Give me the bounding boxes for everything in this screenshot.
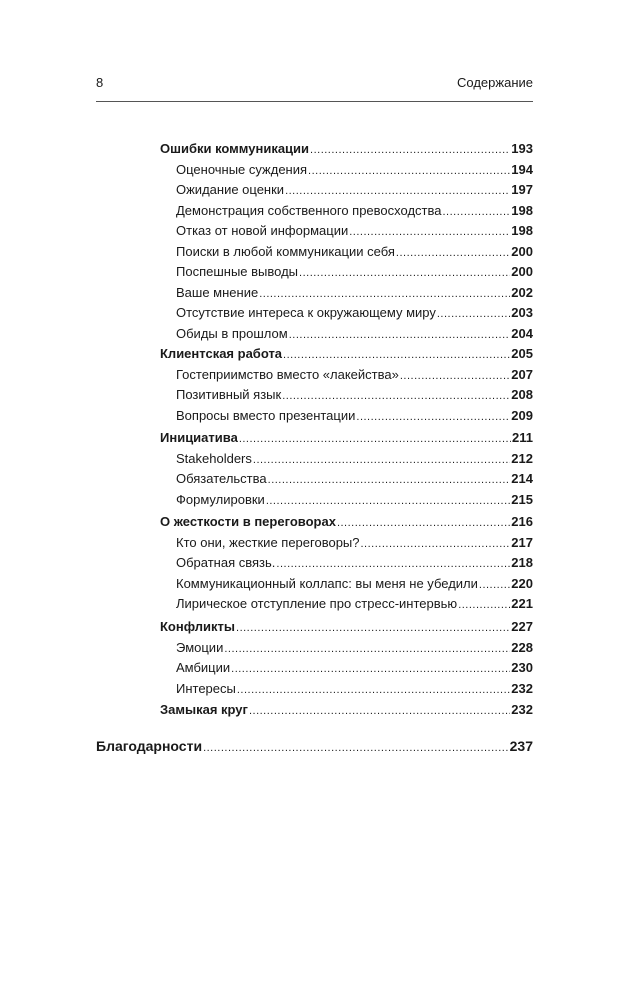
toc-title: О жесткости в переговорах	[160, 514, 336, 529]
toc-leader-dots	[237, 680, 510, 700]
toc-leader-dots	[249, 701, 510, 721]
toc-title: Позитивный язык	[176, 387, 282, 402]
toc-leader-dots	[282, 386, 510, 406]
toc-title: Амбиции	[176, 660, 231, 675]
toc-leader-dots	[299, 263, 510, 283]
toc-title: Ваше мнение	[176, 284, 259, 300]
toc-leader-dots	[356, 407, 510, 427]
toc-page-number: 212	[511, 450, 533, 466]
toc-page-number: 207	[511, 366, 533, 382]
toc-page-number: 214	[511, 471, 533, 486]
toc-subentry	[176, 490, 533, 510]
toc-title: Конфликты	[160, 619, 236, 634]
toc-subentry	[176, 303, 533, 323]
toc-page-number: 237	[509, 738, 533, 754]
toc-leader-dots	[253, 450, 510, 470]
toc-title: Оценочные суждения	[176, 161, 308, 177]
toc-subentry	[176, 283, 533, 303]
toc-page-number: 205	[511, 346, 533, 361]
toc-title: Формулировки	[176, 491, 265, 507]
toc-page-number: 203	[511, 305, 533, 320]
toc-subentry	[176, 201, 533, 221]
toc-page-number: 218	[511, 555, 533, 570]
toc-leader-dots	[266, 491, 510, 511]
toc-subentry	[176, 385, 533, 405]
toc-page-number: 220	[511, 575, 533, 591]
toc-title: Инициатива	[160, 430, 238, 445]
toc-leader-dots	[308, 161, 510, 181]
toc-page-number: 230	[511, 660, 533, 675]
toc-leader-dots	[337, 513, 510, 533]
toc-title: Интересы	[176, 680, 236, 696]
toc-title: Замыкая круг	[160, 702, 248, 717]
toc-leader-dots	[203, 738, 509, 758]
toc-leader-dots	[479, 575, 510, 595]
toc-page-number: 200	[511, 243, 533, 259]
toc-chapter-entry	[160, 617, 533, 637]
toc-title: Отсутствие интереса к окружающему миру	[176, 305, 436, 320]
toc-chapter-entry	[160, 700, 533, 720]
toc-chapter-entry	[160, 512, 533, 532]
toc-title: Ошибки коммуникации	[160, 141, 310, 156]
toc-subentry	[176, 658, 533, 678]
toc-leader-dots	[349, 222, 510, 242]
toc-title: Благодарности	[96, 738, 203, 754]
toc-title: Отказ от новой информации	[176, 223, 349, 238]
toc-leader-dots	[310, 140, 510, 160]
toc-leader-dots	[442, 202, 510, 222]
toc-page-number: 198	[511, 202, 533, 218]
toc-title: Ожидание оценки	[176, 182, 285, 197]
toc-subentry	[176, 160, 533, 180]
toc-page-number: 193	[511, 141, 533, 156]
toc-subentry	[176, 449, 533, 469]
toc-page-number: 208	[511, 387, 533, 402]
toc-subentry	[176, 180, 533, 200]
toc-title: Кто они, жесткие переговоры?	[176, 534, 360, 550]
toc-page-number: 216	[511, 514, 533, 529]
toc-page-number: 221	[511, 596, 533, 611]
toc-top-entry	[96, 736, 533, 756]
toc-subentry	[176, 262, 533, 282]
toc-chapter-entry	[160, 428, 533, 448]
toc-subentry	[176, 221, 533, 241]
toc-subentry	[176, 242, 533, 262]
toc-leader-dots	[285, 181, 510, 201]
toc-chapter-entry	[160, 344, 533, 364]
toc-leader-dots	[283, 345, 510, 365]
toc-subentry	[176, 533, 533, 553]
toc-page-number: 232	[511, 702, 533, 717]
toc-page-number: 217	[511, 534, 533, 550]
page-number: 8	[96, 75, 104, 90]
toc-leader-dots	[239, 429, 511, 449]
toc-leader-dots	[231, 659, 510, 679]
toc-title: Демонстрация собственного превосходства	[176, 202, 442, 218]
toc-leader-dots	[361, 534, 511, 554]
toc-title: Поспешные выводы	[176, 264, 299, 279]
toc-page-number: 204	[511, 325, 533, 341]
toc-page-number: 209	[511, 407, 533, 423]
toc-title: Обратная связь.	[176, 555, 276, 570]
toc-subentry	[176, 365, 533, 385]
toc-leader-dots	[236, 618, 510, 638]
toc-page-number: 200	[511, 264, 533, 279]
toc-title: Лирическое отступление про стресс-интервью	[176, 596, 458, 611]
toc-subentry	[176, 574, 533, 594]
toc-subentry	[176, 638, 533, 658]
toc-subentry	[176, 553, 533, 573]
toc-leader-dots	[400, 366, 510, 386]
toc-subentry	[176, 469, 533, 489]
toc-title: Обиды в прошлом	[176, 325, 288, 341]
toc-page-number: 211	[512, 430, 533, 445]
toc-title: Коммуникационный коллапс: вы меня не убедили	[176, 575, 478, 591]
toc-title: Гостеприимство вместо «лакейства»	[176, 366, 399, 382]
toc-page-number: 232	[511, 680, 533, 696]
toc-chapter-entry	[160, 139, 533, 159]
toc-page-number: 194	[511, 161, 533, 177]
toc-page-number: 215	[511, 491, 533, 507]
toc-subentry	[176, 679, 533, 699]
toc-page-number: 227	[511, 619, 533, 634]
toc-leader-dots	[276, 554, 510, 574]
toc-subentry	[176, 594, 533, 614]
toc-leader-dots	[396, 243, 510, 263]
toc-page-number: 198	[511, 223, 533, 238]
toc-title: Поиски в любой коммуникации себя	[176, 243, 395, 259]
toc-title: Клиентская работа	[160, 346, 283, 361]
toc-leader-dots	[259, 284, 510, 304]
toc-subentry	[176, 324, 533, 344]
toc-page-number: 197	[511, 182, 533, 197]
toc-title: Обязательства	[176, 471, 267, 486]
toc-leader-dots	[268, 470, 511, 490]
toc-title: Вопросы вместо презентации	[176, 407, 356, 423]
running-title: Содержание	[457, 75, 533, 90]
toc-leader-dots	[458, 595, 510, 615]
toc-leader-dots	[224, 639, 510, 659]
toc-title: Stakeholders	[176, 450, 252, 466]
toc-title: Эмоции	[176, 639, 224, 655]
toc-page-number: 228	[511, 639, 533, 655]
toc-leader-dots	[437, 304, 510, 324]
toc-page-number: 202	[511, 284, 533, 300]
toc-subentry	[176, 406, 533, 426]
toc-leader-dots	[289, 325, 511, 345]
